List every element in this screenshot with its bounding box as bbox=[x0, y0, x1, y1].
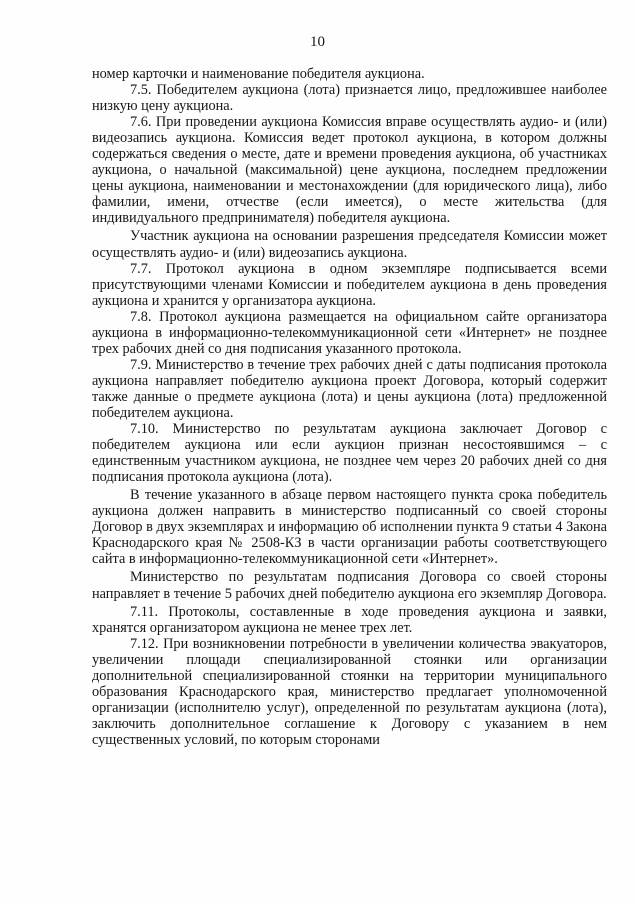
paragraph-7-10: 7.10. Министерство по результатам аукциона заключает Договор с победителем аукциона или если аукцион признан несостоявшимся – с единственным участником аукциона, не позднее чем через 20 рабочих дней со дня подписания протокола аукциона (лота). bbox=[92, 421, 607, 486]
paragraph-continuation: номер карточки и наименование победителя аукциона. bbox=[92, 66, 425, 82]
paragraph-7-6: 7.6. При проведении аукциона Комиссия вправе осуществлять аудио- и (или) видеозапись аукциона. Комиссия ведет протокол аукциона, в котором должны содержаться сведения о месте, дате и времени проведения аукциона, об участниках аукциона, о начальной (максимальной) цене аукциона, последнем предложении цены аукциона, наименовании и местонахождении (для юридического лица), либо фамилии, имени, отчестве (если имеется), о месте жительства (для индивидуального предпринимателя) победителя аукциона. bbox=[92, 114, 607, 227]
paragraph-7-12: 7.12. При возникновении потребности в увеличении количества эвакуаторов, увеличении площади специализированной стоянки или организации дополнительной специализированной стоянки на территории муниципального образования Краснодарского края, министерство предлагает уполномоченной организации (исполнителю услуг), определенной по результатам аукциона (лота), заключить дополнительное соглашение к Договору с указанием в нем существенных условий, по которым сторонами bbox=[92, 635, 607, 748]
paragraph-participant-recording: Участник аукциона на основании разрешения председателя Комиссии может осуществлять аудио- и (или) видеозапись аукциона. bbox=[92, 228, 607, 261]
paragraph-contract-deadline: В течение указанного в абзаце первом настоящего пункта срока победитель аукциона должен направить в министерство подписанный со своей стороны Договор в двух экземплярах и информацию об исполнении пункта 9 статьи 4 Закона Краснодарского края № 2508-КЗ в части организации работы соответствующего сайта в информационно-телекоммуникационной сети «Интернет». bbox=[92, 487, 607, 568]
page-number: 10 bbox=[310, 34, 325, 50]
paragraph-7-8: 7.8. Протокол аукциона размещается на официальном сайте организатора аукциона в информационно-телекоммуникационной сети «Интернет» не позднее трех рабочих дней со дня подписания указанного протокола. bbox=[92, 308, 607, 357]
paragraph-contract-return: Министерство по результатам подписания Договора со своей стороны направляет в течение 5 рабочих дней победителю аукциона его экземпляр Договора. bbox=[92, 569, 607, 602]
document-body bbox=[92, 66, 607, 748]
paragraph-7-7: 7.7. Протокол аукциона в одном экземпляре подписывается всеми присутствующими членами Комиссии и победителем аукциона в день проведения аукциона и хранится у организатора аукциона. bbox=[92, 260, 607, 309]
paragraph-7-5: 7.5. Победителем аукциона (лота) признается лицо, предложившее наиболее низкую цену аукциона. bbox=[92, 82, 607, 115]
paragraph-7-11: 7.11. Протоколы, составленные в ходе проведения аукциона и заявки, хранятся организатором аукциона не менее трех лет. bbox=[92, 603, 607, 636]
paragraph-7-9: 7.9. Министерство в течение трех рабочих дней с даты подписания протокола аукциона направляет победителю аукциона проект Договора, который содержит также данные о предмете аукциона (лота) и цены аукциона (лота) предложенной победителем аукциона. bbox=[92, 356, 607, 421]
